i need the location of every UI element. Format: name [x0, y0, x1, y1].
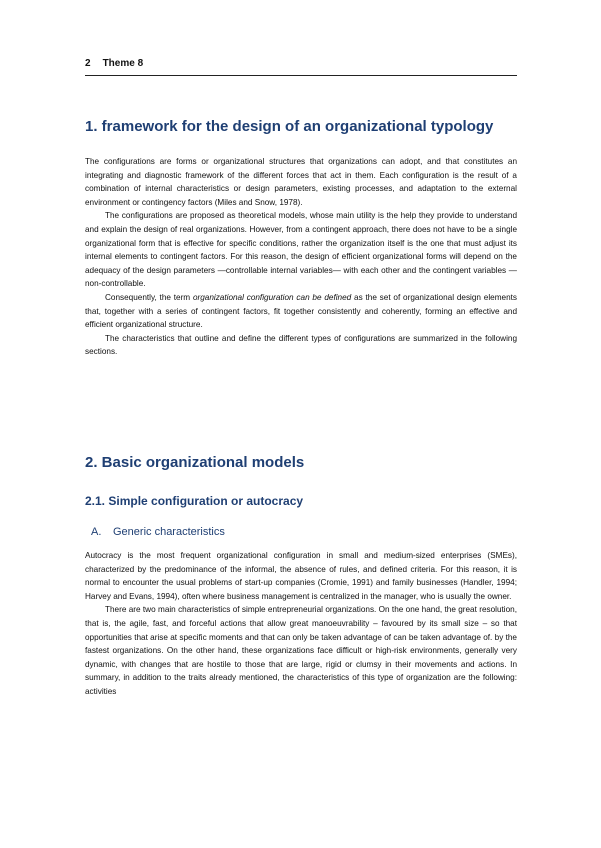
page-number: 2	[85, 58, 91, 69]
section-heading-basic-models: 2. Basic organizational models	[85, 454, 305, 471]
running-header	[85, 58, 517, 76]
paragraph: Autocracy is the most frequent organizational configuration in small and medium-sized enterprises (SMEs), characterized by the predominance of the informal, the absence of rules, and defined criteria. For this reason, it is normal to encounter the usual problems of start-up companies (Cromie, 1991) and family businesses (Handler, 1994; Harvey and Evans, 1994), often where business management is centralized in the manager, who is usually the owner.	[85, 551, 517, 601]
running-title: Theme 8	[102, 58, 144, 69]
paragraph: There are two main characteristics of simple entrepreneurial organizations. On the one hand, the great resolution, that is, the agile, fast, and forceful actions that allow great manoeuvrability – favoured by its small size – so that opportunities that arise at specific moments and that can only be taken advantage of can be taken advantage of. by the fastest organizations. On the other hand, these organizations face difficult or high-risk environments, generally very dynamic, with changes that are hostile to those that are large, rigid or clumsy in their movements and actions. In summary, in addition to the traits already mentioned, the characteristics of this type of organization are the following: activities	[85, 605, 517, 696]
subsubsection-heading-generic-characteristics	[85, 526, 517, 538]
subsubsection-title: Generic characteristics	[113, 526, 225, 538]
paragraph-text: Consequently, the term	[105, 292, 193, 302]
italic-term: organizational configuration can be defined	[192, 292, 352, 302]
paragraph: The characteristics that outline and define the different types of configurations are summarized in the following sections.	[85, 333, 517, 357]
subsection-heading-simple-configuration: 2.1. Simple configuration or autocracy	[85, 494, 304, 508]
section-framework-body	[85, 155, 517, 359]
section-heading-framework: 1. framework for the design of an organizational typology	[85, 118, 494, 135]
paragraph: The configurations are forms or organizational structures that organizations can adopt, and that constitutes an integrating and diagnostic framework of the different forces that act in them. Each configuration is the result of a combination of internal characteristics or design parameters, existing processes, and adaptation to the external environment or contingency factors (Miles and Snow, 1978).	[85, 157, 517, 207]
section-basic-models-body	[85, 549, 517, 699]
paragraph: The configurations are proposed as theoretical models, whose main utility is the help they provide to understand and explain the design of real organizations. However, from a contingent approach, there does not have to be a single organizational form that is effective for specific conditions, rather the organization itself is the one that must adjust its internal elements to contingent factors. For this reason, the design of efficient organizational forms will depend on the adequacy of the design parameters —controllable internal variables— with each other and the contingent variables —non-controllable.	[85, 211, 517, 289]
list-letter: A.	[91, 526, 102, 538]
paragraph-text: as the set of organizational design elements that, together with a series of contingent factors, fit together consistently and coherently, forming an effective and efficient organizational structure.	[85, 292, 517, 330]
paragraph	[85, 291, 517, 332]
